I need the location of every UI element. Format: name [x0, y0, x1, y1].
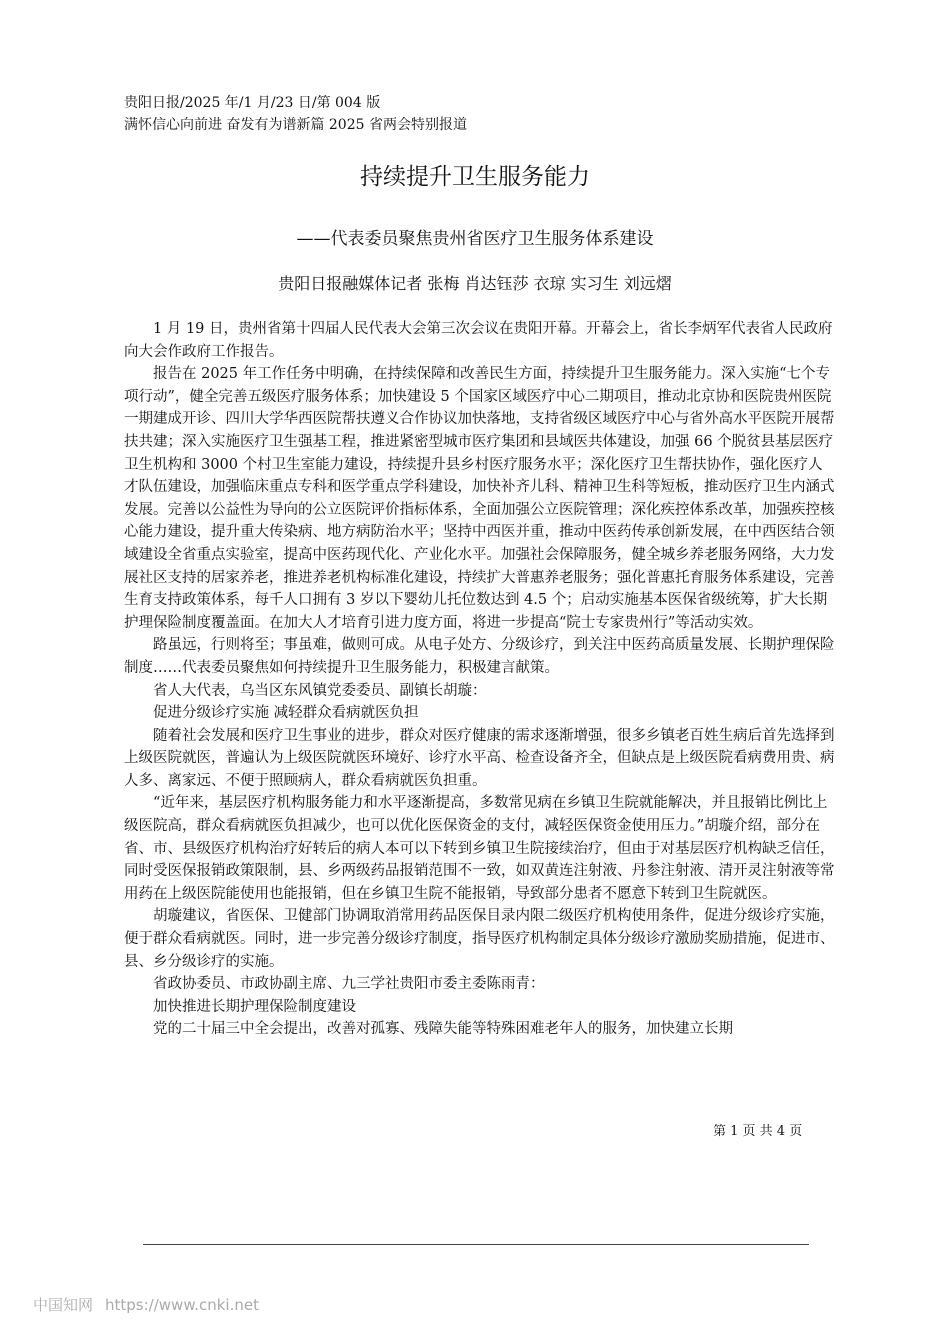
site-name: 中国知网 — [33, 1296, 94, 1314]
article-byline: 贵阳日报融媒体记者 张梅 肖达钰莎 衣琼 实习生 刘远熠 — [278, 274, 672, 293]
paragraph: 1 月 19 日，贵州省第十四届人民代表大会第三次会议在贵阳开幕。开幕会上，省长李炳军代表省人民政府向大会作政府工作报告。 — [124, 321, 833, 360]
article-title: 持续提升卫生服务能力 — [360, 164, 590, 190]
speaker-intro: 省政协委员、市政协副主席、九三学社贵阳市委主委陈雨青： — [153, 976, 545, 993]
article-body — [124, 318, 836, 1041]
publication-info: 贵阳日报/2025 年/1 月/23 日/第 004 版 — [124, 95, 381, 111]
site-url: https://www.cnki.net — [105, 1296, 259, 1314]
paragraph: 胡璇建议，省医保、卫健部门协调取消常用药品医保目录内限二级医疗机构使用条件，促进分级诊疗实施，便于群众看病就医。同时，进一步完善分级诊疗制度，指导医疗机构制定具体分级诊疗激励奖励措施，促进市、县、乡分级诊疗的实施。 — [124, 908, 835, 970]
column-title: 满怀信心向前进 奋发有为谱新篇 2025 省两会特别报道 — [124, 117, 467, 133]
paragraph: “近年来，基层医疗机构服务能力和水平逐渐提高，多数常见病在乡镇卫生院就能解决，并且报销比例比上级医院高，群众看病就医负担减少，也可以优化医保资金的支付，减轻医保资金使用压力。”胡璇介绍，部分在省、市、县级医疗机构治疗好转后的病人本可以下转到乡镇卫生院接续治疗，但由于对基层医疗机构缺乏信任，同时受医保报销政策限制，县、乡两级药品报销范围不一致，如双黄连注射液、丹参注射液、清开灵注射液等常用药在上级医院能使用也能报销，但在乡镇卫生院不能报销，导致部分患者不愿意下转到卫生院就医。 — [124, 795, 835, 902]
paragraph: 随着社会发展和医疗卫生事业的进步，群众对医疗健康的需求逐渐增强，很多乡镇老百姓生病后首先选择到上级医院就医，普遍认为上级医院就医环境好、诊疗水平高、检查设备齐全，但缺点是上级医院看病费用贵、病人多、离家远、不便于照顾病人，群众看病就医负担重。 — [124, 727, 835, 789]
paragraph: 路虽远，行则将至；事虽难，做则可成。从电子处方、分级诊疗，到关注中医药高质量发展、长期护理保险制度……代表委员聚焦如何持续提升卫生服务能力，积极建言献策。 — [124, 637, 835, 676]
footer-divider — [143, 1244, 809, 1245]
paragraph: 党的二十届三中全会提出，改善对孤寡、残障失能等特殊困难老年人的服务，加快建立长期 — [153, 1021, 733, 1038]
section-heading: 加快推进长期护理保险制度建设 — [153, 998, 356, 1015]
paragraph: 报告在 2025 年工作任务中明确，在持续保障和改善民生方面，持续提升卫生服务能力。深入实施“七个专项行动”，健全完善五级医疗服务体系；加快建设 5 个国家区域医疗中心二期项目，推动北京协和医院贵州医院一期建成开诊、四川大学华西医院帮扶遵义合作协议加快落地，支持省级区域医疗中心与省外高水平医院开展帮扶共建；深入实施医疗卫生强基工程，推进紧密型城市医疗集团和县域医共体建设，加强 66 个脱贫县基层医疗卫生机构和 3000 个村卫生室能力建设，持续提升县乡村医疗服务水平；深化医疗卫生帮扶协作，强化医疗人才队伍建设，加强临床重点专科和医学重点学科建设，加快补齐儿科、精神卫生科等短板，推动医疗卫生内涵式发展。完善以公益性为导向的公立医院评价指标体系，全面加强公立医院管理；深化疾控体系改革，加强疾控核心能力建设，提升重大传染病、地方病防治水平；坚持中西医并重，推动中医药传承创新发展，在中西医结合领域建设全省重点实验室，提高中医药现代化、产业化水平。加强社会保障服务，健全城乡养老服务网络，大力发展社区支持的居家养老，推进养老机构标准化建设，持续扩大普惠养老服务；强化普惠托育服务体系建设，完善生育支持政策体系，每千人口拥有 3 岁以下婴幼儿托位数达到 4.5 个；启动实施基本医保省级统筹，扩大长期护理保险制度覆盖面。在加大人才培育引进力度方面，将进一步提高“院士专家贵州行”等活动实效。 — [124, 366, 835, 631]
page-number: 第 1 页 共 4 页 — [713, 1124, 803, 1139]
article-subtitle: ——代表委员聚焦贵州省医疗卫生服务体系建设 — [296, 229, 654, 249]
publication-header — [124, 92, 467, 136]
speaker-intro: 省人大代表，乌当区东风镇党委委员、副镇长胡璇： — [153, 682, 487, 699]
site-watermark — [33, 1294, 259, 1315]
section-heading: 促进分级诊疗实施 减轻群众看病就医负担 — [153, 705, 419, 722]
